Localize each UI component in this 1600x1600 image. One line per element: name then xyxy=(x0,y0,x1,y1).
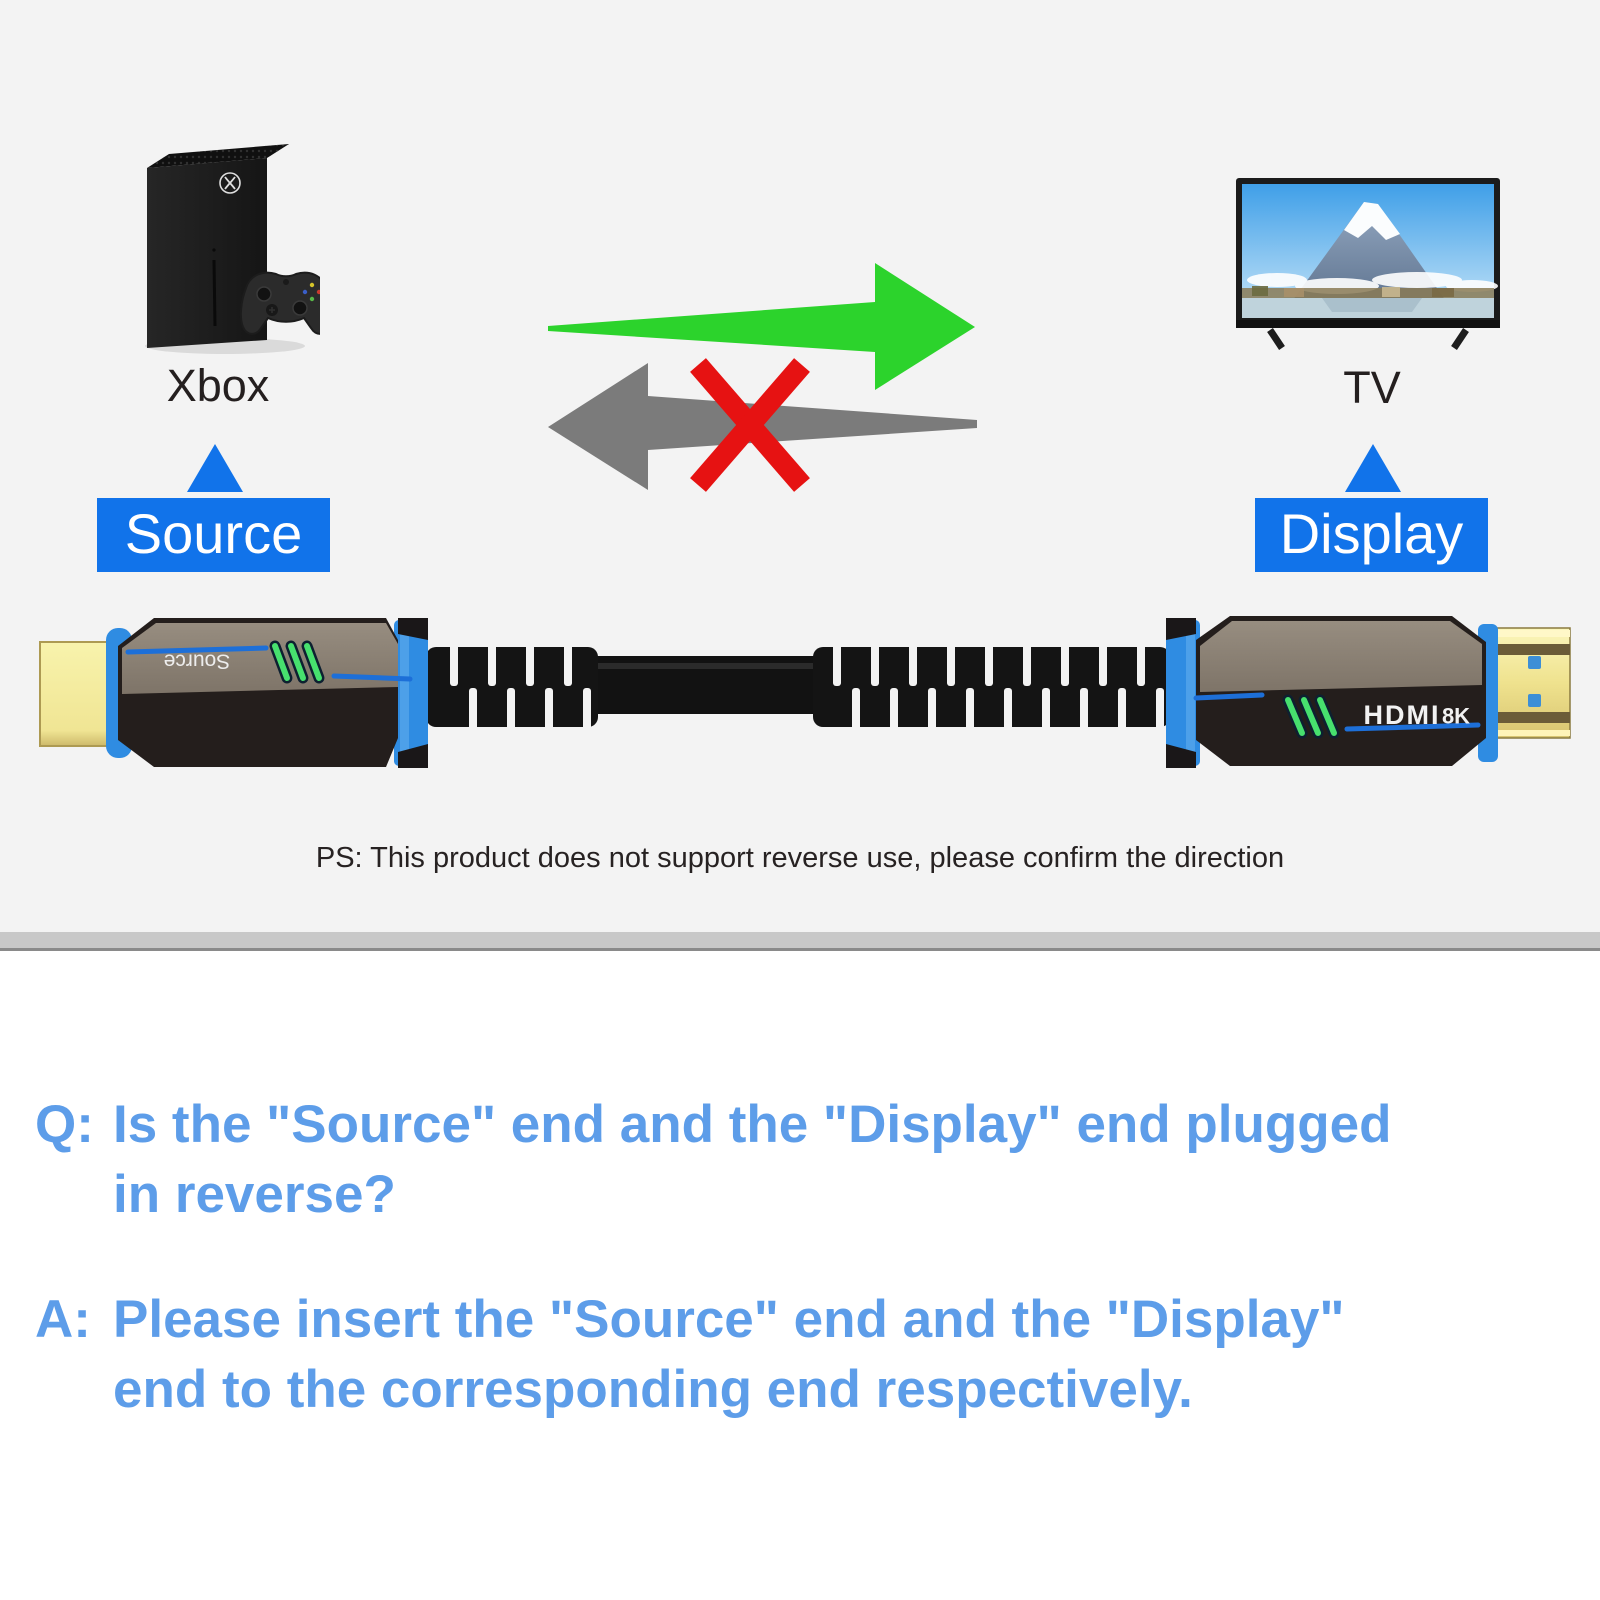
left-top-band xyxy=(122,623,398,694)
hdmi-logo-text: HDMI xyxy=(1363,700,1441,730)
direction-arrows xyxy=(540,250,990,500)
left-slash-marks xyxy=(275,646,319,678)
question-block xyxy=(35,1090,1580,1230)
tv-legs xyxy=(1270,330,1466,348)
plug-pin xyxy=(1528,656,1541,669)
left-right-collar xyxy=(394,620,428,766)
forward-arrow-icon xyxy=(548,263,975,390)
question-prefix: Q: xyxy=(35,1095,94,1154)
right-corrugated-boot xyxy=(813,640,1170,734)
tv-label: TV xyxy=(1343,362,1401,413)
question-text xyxy=(113,1090,1580,1230)
plug-pin xyxy=(1528,694,1541,707)
ps-note: PS: This product does not support reverse use, please confirm the direction xyxy=(315,842,1285,874)
left-gold-plug xyxy=(40,642,114,746)
up-triangle-icon xyxy=(187,444,243,492)
display-connector xyxy=(1166,616,1570,768)
xbox-disc-slot xyxy=(214,260,215,326)
up-triangle-icon xyxy=(1345,444,1401,492)
answer-block xyxy=(35,1285,1580,1425)
divider-line xyxy=(0,948,1600,951)
answer-line-2: end to the corresponding end respectively. xyxy=(113,1360,1193,1419)
display-label-badge: Display xyxy=(1255,498,1488,572)
answer-prefix: A: xyxy=(35,1290,91,1349)
answer-text xyxy=(113,1285,1580,1425)
right-blue-line-1 xyxy=(1196,695,1262,698)
left-blue-line-2 xyxy=(334,676,410,679)
question-line-2: in reverse? xyxy=(113,1165,396,1224)
source-label-badge: Source xyxy=(97,498,330,572)
xbox-console-icon xyxy=(130,136,320,358)
xbox-label: Xbox xyxy=(166,360,270,411)
source-connector xyxy=(40,618,428,768)
tv-screen xyxy=(1242,184,1498,318)
left-corrugated-boot xyxy=(426,640,598,734)
answer-line-1: Please insert the "Source" end and the "Display" xyxy=(113,1290,1345,1349)
resolution-badge-text: 8K xyxy=(1441,703,1471,729)
left-connector-marking: Source xyxy=(163,649,231,673)
game-controller-icon xyxy=(241,273,320,334)
question-line-1: Is the "Source" end and the "Display" end plugged xyxy=(113,1095,1392,1154)
divider-band xyxy=(0,932,1600,948)
right-top-band xyxy=(1200,621,1482,692)
right-slash-marks xyxy=(1288,700,1334,733)
hdmi-cable-illustration xyxy=(0,590,1600,790)
tv-icon xyxy=(1232,176,1508,356)
